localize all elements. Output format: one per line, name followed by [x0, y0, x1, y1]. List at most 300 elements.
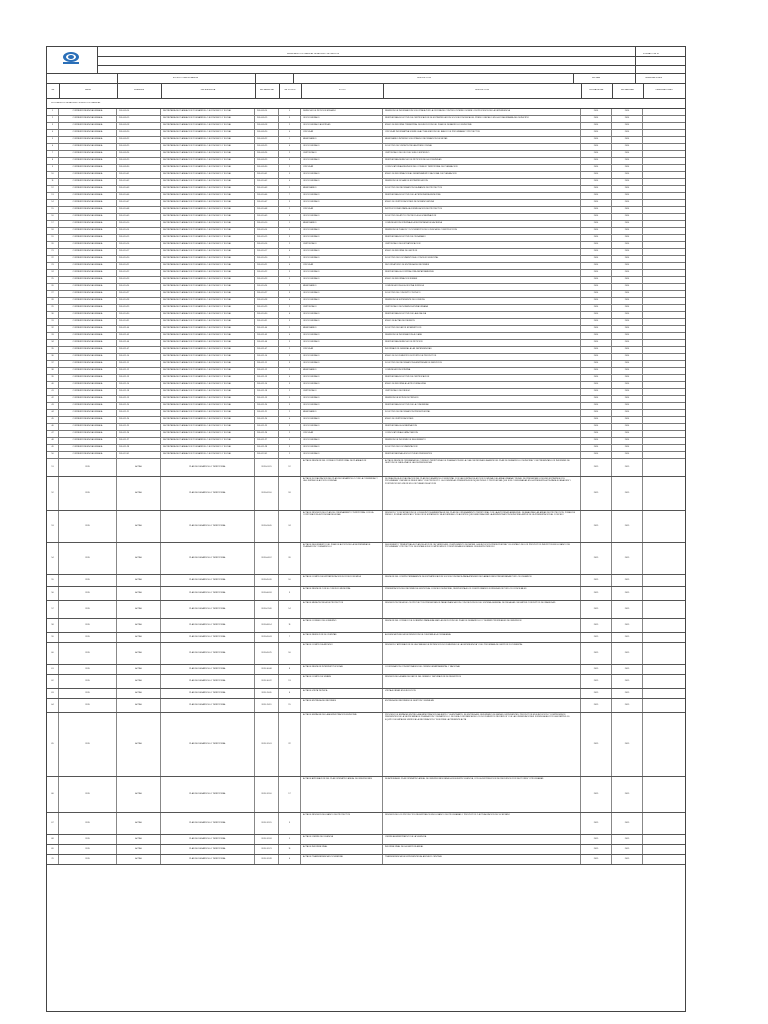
table-cell: 2: [279, 242, 301, 248]
table-cell: 2014: [581, 382, 612, 388]
table-cell: 2014: [612, 424, 643, 430]
table-cell: MEMORANDO: [301, 368, 383, 374]
table-cell: 2014-09-14: [255, 109, 279, 115]
table-cell: CIRCULAR: [301, 165, 383, 171]
table-cell: PLAN DE DESARROLLO TERRITORIAL: [161, 813, 255, 834]
table-cell: 3: [279, 200, 301, 206]
table-cell: CIRCULAR INFORMATIVA SOBRE LA ACTUALIZACION DEL BANCO DE PROGRAMAS Y PROYECTOS: [383, 130, 581, 136]
column-header: No. FOLIOS: [284, 89, 296, 91]
table-cell: 2015: [612, 619, 643, 632]
observations-cell: [643, 228, 685, 234]
table-cell: MEMORANDO: [301, 326, 383, 332]
table-row: [47, 221, 685, 228]
table-row: [47, 459, 685, 477]
table-cell: CONVOCATORIA A CAPACITACION: [383, 431, 581, 437]
table-cell: 3: [279, 361, 301, 367]
table-cell: PLAN DE DESARROLLO TERRITORIAL: [161, 587, 255, 600]
table-cell: SOLICITUD DE INFORMACION DE AVANCE DE PROYECTOS: [383, 186, 581, 192]
table-cell: 1: [279, 137, 301, 143]
table-cell: 2015: [612, 587, 643, 600]
table-cell: OFICIO ENVIADO: [301, 116, 383, 122]
table-cell: CIRCULAR: [301, 207, 383, 213]
table-cell: 2015: [59, 587, 117, 600]
table-cell: 2014-10-28: [255, 298, 279, 304]
table-cell: MEMORANDO: [301, 137, 383, 143]
table-cell: 2014-09-14: [117, 109, 161, 115]
table-cell: RESPUESTA A DERECHO DE PETICION DE LA COMUNIDAD: [383, 158, 581, 164]
table-cell: 2015: [612, 601, 643, 618]
table-cell: 50: [47, 452, 59, 458]
table-cell: 2014-11-11: [117, 361, 161, 367]
table-cell: 22: [47, 256, 59, 262]
table-cell: ENVIO DE INFORMACION AL DEPARTAMENTO NACIONAL DE PLANEACION: [383, 172, 581, 178]
table-cell: 2015: [612, 713, 643, 776]
table-cell: SECRETARIA DE PLANEACION Y DESARROLLO ECONOMICO Y SOCIAL: [161, 305, 255, 311]
table-row: [47, 511, 685, 543]
table-cell: ACTA DE MESA TECNICA DE PROYECTOS: [301, 601, 383, 618]
table-cell: 2014-10-27: [255, 291, 279, 297]
table-cell: 31: [47, 319, 59, 325]
table-cell: ACTAS: [117, 813, 161, 834]
table-cell: 2014-11-25: [255, 424, 279, 430]
table-row: [47, 477, 685, 511]
table-cell: 2014: [612, 270, 643, 276]
table-cell: 5: [47, 137, 59, 143]
table-cell: 36: [47, 354, 59, 360]
table-cell: 2015: [612, 643, 643, 664]
table-cell: 2014: [612, 326, 643, 332]
table-row: [47, 396, 685, 403]
table-row: [47, 151, 685, 158]
table-row: [47, 179, 685, 186]
table-cell: 2014-10-21: [255, 263, 279, 269]
table-cell: ACTA DE REUNION CON EL CONCEJO MUNICIPAL: [301, 587, 383, 600]
table-cell: PRESENTACION DEL INFORME DE GESTION AL CONCEJO MUNICIPAL, RESPUESTA A LOS CUESTIONARIOS FORMULADOS POR LOS CONCEJALES: [383, 587, 581, 600]
table-cell: 2014: [581, 298, 612, 304]
table-cell: SE REALIZA LA SOCIALIZACION DEL PLAN DE DESARROLLO MUNICIPAL CON LAS JUNTAS DE ACCION COMUNAL DEL AREA URBANA Y RURAL. SE PRESENTAN LOS EJES ESTRATEGICOS, PROGRAMAS Y METAS DE RESULTADO Y DE PRODUCTO. LA COMUNIDAD PRESENTA SUS INQUIETUDES Y PROPUESTAS QUE SON CONSIGNADAS EN LA PRESENTE ACTA PARA SU ANALISIS Y POSTERIOR INCLUSION EN LOS PLANES DE ACCION: [383, 477, 581, 510]
table-cell: SECRETARIA DE PLANEACION Y DESARROLLO ECONOMICO Y SOCIAL: [161, 130, 255, 136]
table-cell: CERTIFICADO DE ESTRATIFICACION: [383, 242, 581, 248]
table-cell: CORRESPONDENCIA ENVIADA: [59, 249, 117, 255]
observations-cell: [643, 354, 685, 360]
table-cell: ENVIO DE CERTIFICACIONES DE NOMENCLATURA: [383, 200, 581, 206]
table-row: [47, 144, 685, 151]
observations-cell: [643, 256, 685, 262]
table-cell: 24: [279, 511, 301, 542]
table-cell: 2014: [581, 130, 612, 136]
observations-cell: [643, 263, 685, 269]
table-cell: 2015: [612, 665, 643, 674]
table-cell: 2014: [612, 109, 643, 115]
table-cell: 11: [279, 845, 301, 854]
table-row: [47, 130, 685, 137]
table-row: [47, 403, 685, 410]
table-cell: 2014: [581, 375, 612, 381]
table-cell: 2014-11-07: [255, 347, 279, 353]
table-cell: 2014: [612, 298, 643, 304]
table-cell: CORRESPONDENCIA ENVIADA: [59, 193, 117, 199]
table-cell: 2014: [612, 179, 643, 185]
table-row: [47, 158, 685, 165]
table-row: [47, 249, 685, 256]
table-row: [47, 298, 685, 305]
table-cell: CORRESPONDENCIA ENVIADA: [59, 151, 117, 157]
table-cell: SECRETARIA DE PLANEACION Y DESARROLLO ECONOMICO Y SOCIAL: [161, 410, 255, 416]
table-cell: 2014: [612, 312, 643, 318]
table-cell: 2014: [612, 396, 643, 402]
table-cell: 2015: [59, 855, 117, 864]
table-cell: 2014-09-18: [255, 123, 279, 129]
table-cell: 2014-10-14: [117, 228, 161, 234]
table-row: [47, 410, 685, 417]
table-cell: 2015: [59, 643, 117, 664]
table-cell: RESPUESTA A SOLICITUD DE CERTIFICACION DE ESTRATIFICACION SOCIOECONOMICA DEL PREDIO UBICADO EN LA ZONA URBANA DEL MUNICIPIO: [383, 116, 581, 122]
table-cell: 47: [47, 431, 59, 437]
observations-cell: [643, 459, 685, 476]
table-cell: 2014-10-20: [255, 256, 279, 262]
table-cell: 2014: [581, 221, 612, 227]
table-cell: SOLICITUD DE CONCEPTO TECNICO: [383, 291, 581, 297]
table-cell: 53: [47, 511, 59, 542]
table-cell: RESPUESTA A SOLICITUD DE LA PERSONERIA MUNICIPAL: [383, 193, 581, 199]
table-cell: ACTA DE REVISION DEL PLAN DE ORDENAMIENTO TERRITORIAL CON LA CORPORACION AUTONOMA REGIONAL: [301, 511, 383, 542]
table-cell: 2015: [59, 601, 117, 618]
table-cell: 2014-11-13: [117, 375, 161, 381]
table-cell: PLAN DE DESARROLLO TERRITORIAL: [161, 601, 255, 618]
table-cell: 56: [47, 587, 59, 600]
table-cell: RESPUESTA A SOLICITUD DE CERTIFICACION: [383, 375, 581, 381]
table-cell: 16: [279, 643, 301, 664]
table-cell: 2014-09-30: [117, 165, 161, 171]
table-cell: 2014: [612, 368, 643, 374]
table-row: [47, 228, 685, 235]
table-cell: 2014-10-01: [117, 172, 161, 178]
observations-cell: [643, 214, 685, 220]
table-cell: 2014-10-10: [255, 221, 279, 227]
table-cell: REMISION DE EXPEDIENTE DE LICENCIA: [383, 298, 581, 304]
observations-cell: [643, 200, 685, 206]
table-cell: 2014-11-05: [255, 333, 279, 339]
table-row: [47, 777, 685, 813]
observations-cell: [643, 305, 685, 311]
table-cell: SECRETARIA DE PLANEACION Y DESARROLLO ECONOMICO Y SOCIAL: [161, 165, 255, 171]
table-cell: 2014: [581, 137, 612, 143]
observations-cell: [643, 172, 685, 178]
table-cell: 49: [47, 445, 59, 451]
column-header: FECHA FINAL: [621, 89, 634, 91]
table-cell: 64: [47, 699, 59, 712]
table-cell: OFICIO ENVIADO: [301, 172, 383, 178]
observations-cell: [643, 242, 685, 248]
observations-cell: [643, 396, 685, 402]
table-cell: 2014: [581, 424, 612, 430]
table-cell: CORRESPONDENCIA ENVIADA: [59, 312, 117, 318]
table-cell: 2014: [581, 403, 612, 409]
table-cell: SE APRUEBA EL PLAN OPERATIVO ANUAL DE INVERSIONES PARA LA SIGUIENTE VIGENCIA, CON LA DISTRIBUCION DE RECURSOS POR SECTORES Y PROGRAMAS: [383, 777, 581, 812]
table-cell: 2015-12-21: [255, 845, 279, 854]
table-cell: SECRETARIA DE PLANEACION Y DESARROLLO ECONOMICO Y SOCIAL: [161, 200, 255, 206]
table-cell: 2014-10-27: [117, 291, 161, 297]
table-cell: PROCESO DE EMPALME ENTRE LA ADMINISTRACION SALIENTE Y LA ENTRANTE. SE ENTREGA EL INVENTARIO DE BIENES, EXPEDIENTES, PROYECTOS EN EJECUCION Y COMPROMISOS PENDIENTES DE LA SECRETARIA DE PLANEACION Y DESARROLLO. SE DEJA CONSTANCIA DE LOS DOCUMENTOS RECIBIDOS Y DE LAS OBSERVACIONES FORMULADAS POR LAS PARTES. EL EQUIPO DE EMPALME VERIFICA LA INFORMACION Y SUSCRIBE LA PRESENTE ACTA: [383, 713, 581, 776]
table-cell: 2014: [581, 312, 612, 318]
table-cell: SOLICITUD DE DATOS ESTADISTICOS: [383, 326, 581, 332]
table-cell: 29: [47, 305, 59, 311]
table-cell: 2015: [59, 845, 117, 854]
table-cell: ACTA DE COMITE DE ESTRATIFICACION SOCIOECONOMICA: [301, 575, 383, 586]
table-cell: 2014-10-01: [255, 172, 279, 178]
table-cell: SECRETARIA DE PLANEACION Y DESARROLLO ECONOMICO Y SOCIAL: [161, 389, 255, 395]
table-cell: 2014: [581, 410, 612, 416]
table-cell: 2015-10-22: [255, 675, 279, 688]
table-cell: SECRETARIA DE PLANEACION Y DESARROLLO ECONOMICO Y SOCIAL: [161, 375, 255, 381]
table-cell: 20: [47, 242, 59, 248]
table-cell: INFORMACION GENERAL A LAS DEPENDENCIAS: [383, 347, 581, 353]
table-cell: 2014: [581, 333, 612, 339]
table-cell: 2014-11-26: [117, 431, 161, 437]
table-cell: 2015: [581, 633, 612, 642]
table-cell: CORRESPONDENCIA ENVIADA: [59, 361, 117, 367]
table-cell: 39: [47, 375, 59, 381]
table-cell: ACTA DE REVISION DEL BANCO DE PROYECTOS: [301, 813, 383, 834]
table-cell: 60: [47, 643, 59, 664]
table-cell: 2015: [59, 777, 117, 812]
table-cell: 2015-12-10: [255, 777, 279, 812]
table-cell: REMISION DE FICHAS DE ESTRATIFICACION: [383, 179, 581, 185]
table-cell: CORRESPONDENCIA ENVIADA: [59, 347, 117, 353]
table-row: [47, 417, 685, 424]
table-cell: OFICIO ENVIADO: [301, 158, 383, 164]
table-cell: SECRETARIA DE PLANEACION Y DESARROLLO ECONOMICO Y SOCIAL: [161, 312, 255, 318]
table-cell: 2014-10-14: [255, 228, 279, 234]
table-cell: OFICIO ENVIADO: [301, 144, 383, 150]
table-cell: SECRETARIA DE PLANEACION Y DESARROLLO ECONOMICO Y SOCIAL: [161, 242, 255, 248]
table-row: [47, 165, 685, 172]
observations-cell: [643, 340, 685, 346]
table-cell: ACTA DE RENDICION DE CUENTAS: [301, 633, 383, 642]
table-cell: OFICIO ENVIADO A ENTIDAD: [301, 123, 383, 129]
table-cell: 2: [279, 165, 301, 171]
table-cell: SECRETARIA DE PLANEACION Y DESARROLLO ECONOMICO Y SOCIAL: [161, 417, 255, 423]
table-row: [47, 855, 685, 865]
table-cell: 42: [47, 396, 59, 402]
table-cell: OFICIO ENVIADO: [301, 361, 383, 367]
table-cell: 8: [279, 665, 301, 674]
table-cell: ACTA DE REUNION DEL CONSEJO TERRITORIAL DE PLANEACION: [301, 459, 383, 476]
observations-cell: [643, 431, 685, 437]
table-cell: 2: [279, 123, 301, 129]
table-cell: 2014: [612, 228, 643, 234]
table-cell: 37: [47, 361, 59, 367]
table-cell: 2015-09-03: [255, 633, 279, 642]
table-cell: CORRESPONDENCIA ENVIADA: [59, 186, 117, 192]
table-row: [47, 619, 685, 633]
observations-cell: [643, 403, 685, 409]
observations-cell: [643, 207, 685, 213]
table-cell: SECRETARIA DE PLANEACION Y DESARROLLO ECONOMICO Y SOCIAL: [161, 172, 255, 178]
table-cell: 2014: [581, 417, 612, 423]
table-cell: 2014-09-15: [255, 116, 279, 122]
table-cell: 2014-11-27: [117, 438, 161, 444]
table-cell: 17: [279, 777, 301, 812]
table-cell: VISITA A OBRAS EN EJECUCION: [383, 689, 581, 698]
table-cell: CIRCULAR: [301, 431, 383, 437]
observations-cell: [643, 333, 685, 339]
table-cell: 48: [47, 438, 59, 444]
table-row: [47, 389, 685, 396]
table-cell: 2014-11-24: [255, 417, 279, 423]
observations-cell: [643, 165, 685, 171]
table-cell: 2014-10-03: [117, 186, 161, 192]
column-header: FECHA INICIAL: [589, 89, 604, 91]
table-cell: 2015-01-15: [255, 459, 279, 476]
table-cell: ENTREGA DE INFORMES DE GESTION Y EMPALME: [383, 699, 581, 712]
table-row: [47, 675, 685, 689]
table-cell: CORRESPONDENCIA ENVIADA: [59, 424, 117, 430]
table-cell: 2014-10-16: [255, 242, 279, 248]
table-cell: 2015: [612, 855, 643, 864]
table-cell: OFICIO ENVIADO: [301, 452, 383, 458]
table-cell: SECRETARIA DE PLANEACION Y DESARROLLO ECONOMICO Y SOCIAL: [161, 137, 255, 143]
table-cell: 2: [279, 305, 301, 311]
table-cell: 2: [279, 389, 301, 395]
table-cell: 2015: [581, 543, 612, 574]
table-cell: 40: [47, 382, 59, 388]
table-cell: 2015: [612, 511, 643, 542]
table-cell: ACTAS: [117, 619, 161, 632]
table-cell: OFICIO ENVIADO: [301, 291, 383, 297]
table-cell: 70: [47, 855, 59, 864]
table-row: [47, 845, 685, 855]
table-cell: CORRESPONDENCIA ENVIADA: [59, 207, 117, 213]
table-cell: SECRETARIA DE PLANEACION Y DESARROLLO ECONOMICO Y SOCIAL: [161, 319, 255, 325]
table-cell: 2015: [581, 665, 612, 674]
table-cell: ACTAS: [117, 835, 161, 844]
table-cell: 16: [47, 214, 59, 220]
table-cell: TRANSFERENCIA DE EXPEDIENTES AL ARCHIVO CENTRAL: [383, 855, 581, 864]
table-cell: SOLICITUD DE INFORMACION PRESUPUESTAL: [383, 410, 581, 416]
table-cell: SECRETARIA DE PLANEACION Y DESARROLLO ECONOMICO Y SOCIAL: [161, 340, 255, 346]
column-header: OBSERVACIONES: [655, 89, 673, 91]
table-cell: OFICIO ENVIADO: [301, 214, 383, 220]
table-cell: 2014-09-15: [117, 116, 161, 122]
table-cell: OFICIO ENVIADO: [301, 193, 383, 199]
observations-cell: [643, 424, 685, 430]
observations-cell: [643, 284, 685, 290]
table-cell: 2: [279, 326, 301, 332]
table-cell: 2014: [581, 144, 612, 150]
table-cell: 2014: [612, 340, 643, 346]
table-row: [47, 326, 685, 333]
table-cell: CORRESPONDENCIA ENVIADA: [59, 109, 117, 115]
table-cell: 2014-11-05: [117, 333, 161, 339]
table-cell: 2014: [581, 109, 612, 115]
table-cell: 2015: [581, 713, 612, 776]
observations-cell: [643, 438, 685, 444]
table-cell: 43: [47, 403, 59, 409]
table-cell: 2014: [612, 137, 643, 143]
table-cell: 2014: [581, 123, 612, 129]
table-cell: 3: [279, 116, 301, 122]
table-cell: COORDINACION CON ENTIDADES DEL ORDEN DEPARTAMENTAL Y NACIONAL: [383, 665, 581, 674]
table-cell: 2014-10-29: [255, 305, 279, 311]
table-row: [47, 543, 685, 575]
observations-cell: [643, 368, 685, 374]
table-cell: 2014: [612, 165, 643, 171]
observations-cell: [643, 123, 685, 129]
table-cell: OFICIO ENVIADO: [301, 200, 383, 206]
table-row: [47, 699, 685, 713]
table-cell: CERTIFICADO: [301, 242, 383, 248]
table-cell: 4: [279, 130, 301, 136]
table-cell: 2014: [612, 347, 643, 353]
table-cell: 2015: [581, 835, 612, 844]
table-cell: 24: [47, 270, 59, 276]
table-row: [47, 270, 685, 277]
table-cell: 2015: [612, 477, 643, 510]
table-cell: OFICIO ENVIADO: [301, 424, 383, 430]
table-cell: 2014-10-17: [255, 249, 279, 255]
table-cell: 2015: [581, 699, 612, 712]
table-cell: 2014-10-21: [117, 263, 161, 269]
table-cell: CORRESPONDENCIA ENVIADA: [59, 291, 117, 297]
table-cell: 58: [47, 619, 59, 632]
table-cell: SECRETARIA DE PLANEACION Y DESARROLLO ECONOMICO Y SOCIAL: [161, 228, 255, 234]
table-cell: 2015: [59, 713, 117, 776]
table-cell: 2015-12-28: [255, 855, 279, 864]
table-cell: CORRESPONDENCIA ENVIADA: [59, 123, 117, 129]
table-cell: 2014: [581, 291, 612, 297]
table-cell: 2014-10-31: [117, 319, 161, 325]
table-cell: 2014: [581, 389, 612, 395]
table-cell: REUNION DEL COMITE PERMANENTE DE ESTRATIFICACION SOCIOECONOMICA PARA ATENDER RECLAMACIONES PRESENTADAS POR LOS USUARIOS: [383, 575, 581, 586]
table-cell: 2014-12-01: [117, 452, 161, 458]
observations-cell: [643, 601, 685, 618]
table-cell: OFICIO ENVIADO: [301, 228, 383, 234]
table-row: [47, 291, 685, 298]
table-cell: 14: [279, 601, 301, 618]
table-cell: CORRESPONDENCIA ENVIADA: [59, 396, 117, 402]
table-cell: 2014-10-24: [117, 284, 161, 290]
table-cell: 2014: [581, 263, 612, 269]
table-cell: REVISION DE LA BASE DE DATOS DEL SISBEN Y DEPURACION DE REGISTROS: [383, 675, 581, 688]
table-cell: ACTA DE ENTREGA DE INFORMES: [301, 699, 383, 712]
table-cell: ACTA DE SOCIALIZACION DEL PLAN DE DESARROLLO CON LA COMUNIDAD Y LAS JUNTAS DE ACCION COMUNAL: [301, 477, 383, 510]
table-cell: PLAN DE DESARROLLO TERRITORIAL: [161, 619, 255, 632]
table-cell: 2: [279, 347, 301, 353]
table-cell: 57: [47, 601, 59, 618]
table-cell: PLAN DE DESARROLLO TERRITORIAL: [161, 835, 255, 844]
table-cell: 5: [279, 277, 301, 283]
table-cell: 2014: [581, 249, 612, 255]
table-cell: 2014: [581, 361, 612, 367]
table-cell: 5: [279, 172, 301, 178]
table-cell: 2015: [612, 845, 643, 854]
table-cell: RESPUESTA A SOLICITUD DE LA COMUNIDAD: [383, 403, 581, 409]
observations-cell: [643, 445, 685, 451]
table-cell: SECRETARIA DE PLANEACION Y DESARROLLO ECONOMICO Y SOCIAL: [161, 452, 255, 458]
table-row: [47, 235, 685, 242]
table-cell: 11: [47, 179, 59, 185]
table-cell: CORRESPONDENCIA ENVIADA: [59, 431, 117, 437]
table-row: [47, 333, 685, 340]
observations-cell: [643, 291, 685, 297]
observations-cell: [643, 477, 685, 510]
column-header: DESCRIPCION: [475, 89, 489, 91]
table-cell: SOLICITUD DE INFORMACION A EMPRESAS DE SERVICIOS: [383, 361, 581, 367]
table-cell: 2: [279, 284, 301, 290]
table-cell: CORRESPONDENCIA ENVIADA: [59, 200, 117, 206]
table-cell: 9: [279, 587, 301, 600]
